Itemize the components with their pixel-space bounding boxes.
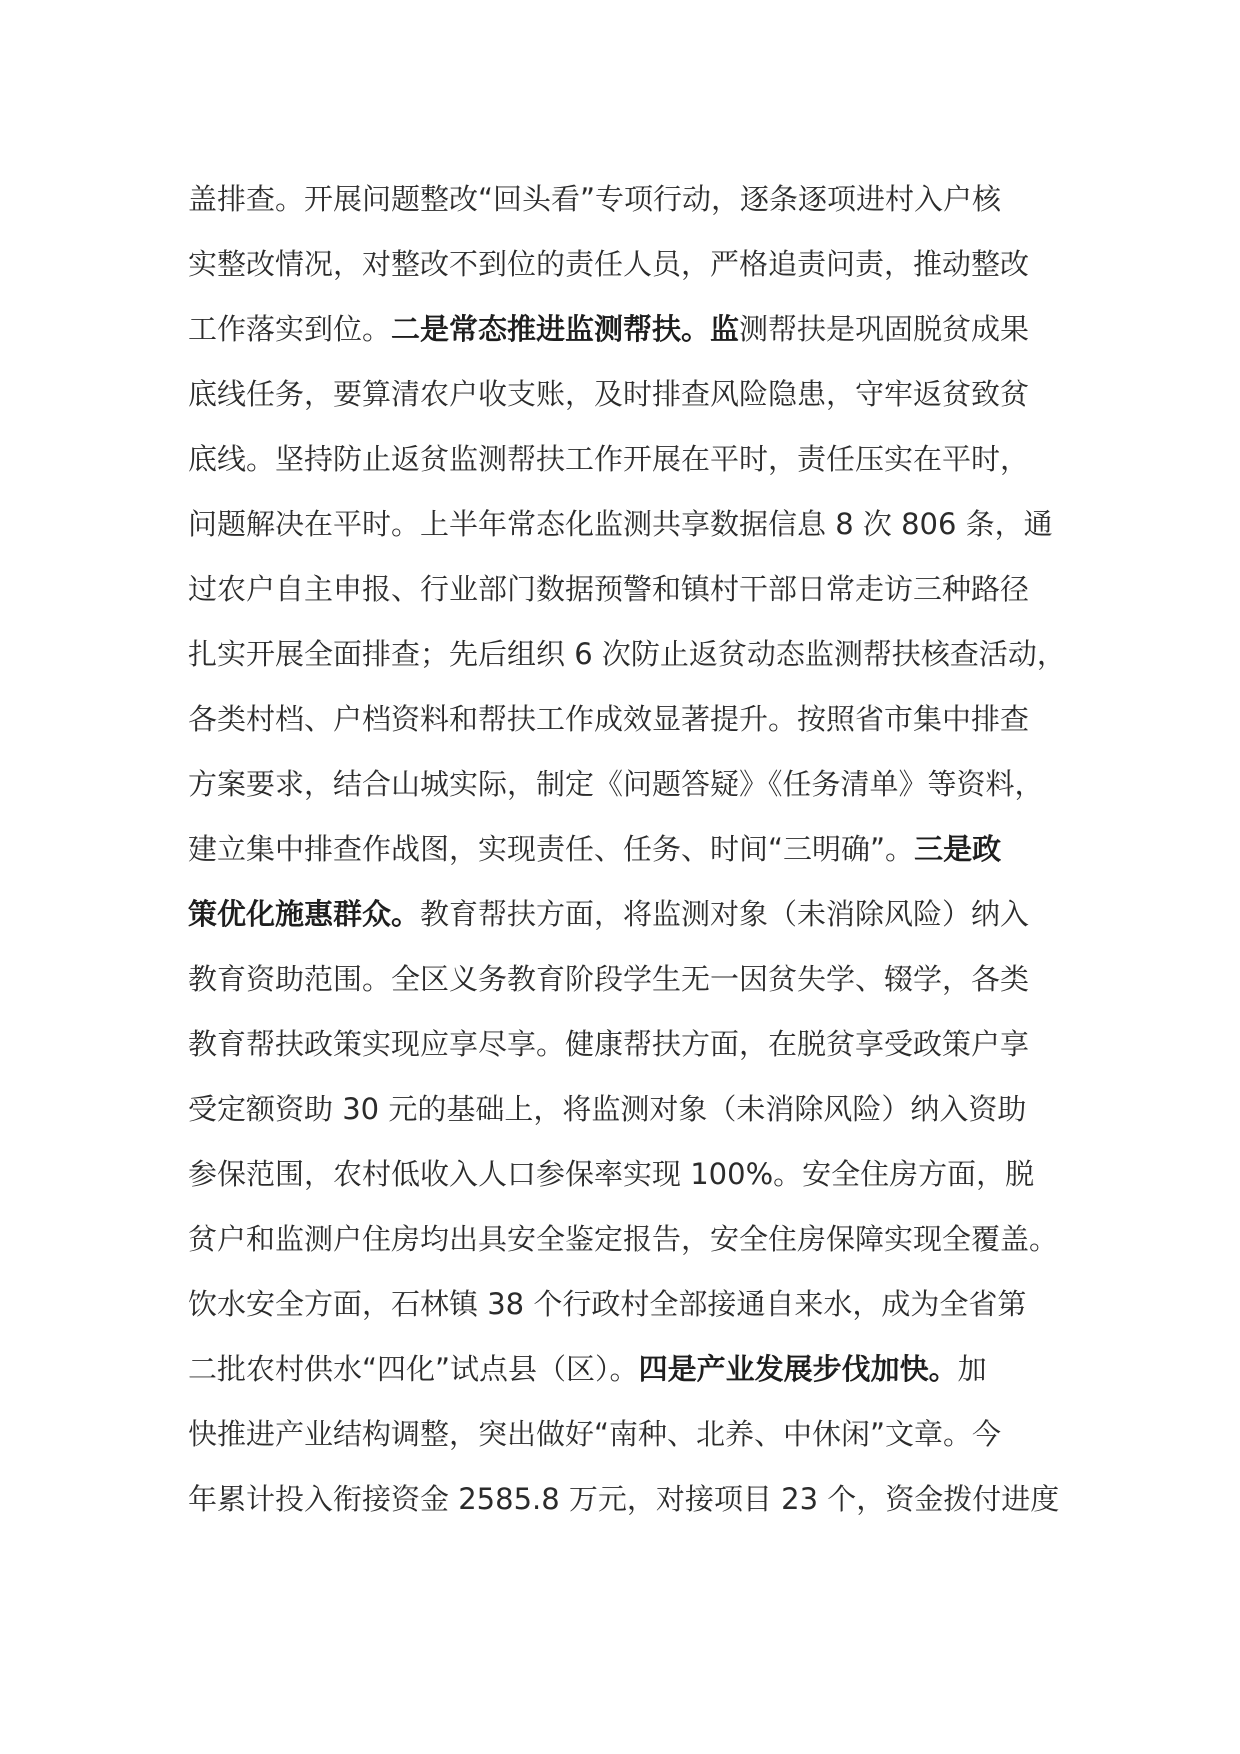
text-segment: 底线。坚持防止返贫监测帮扶工作开展在平时，责任压实在平时， bbox=[188, 442, 1030, 476]
text-segment: 受定额资助 30 元的基础上，将监测对象（未消除风险）纳入资助 bbox=[188, 1092, 1027, 1126]
text-segment: 参保范围，农村低收入人口参保率实现 100%。安全住房方面，脱 bbox=[188, 1157, 1035, 1191]
text-line bbox=[188, 1272, 1073, 1337]
text-segment: 各类村档、户档资料和帮扶工作成效显著提升。按照省市集中排查 bbox=[188, 702, 1030, 736]
text-segment: 加 bbox=[957, 1352, 987, 1386]
text-line bbox=[188, 167, 1073, 232]
text-line bbox=[188, 232, 1073, 297]
body-paragraph bbox=[188, 167, 1073, 1532]
bold-heading-segment: 四是产业发展步伐加快。 bbox=[638, 1352, 958, 1386]
text-line bbox=[188, 1142, 1073, 1207]
text-line bbox=[188, 297, 1073, 362]
text-segment: 贫户和监测户住房均出具安全鉴定报告，安全住房保障实现全覆盖。 bbox=[188, 1222, 1059, 1256]
text-line bbox=[188, 1077, 1073, 1142]
text-line bbox=[188, 427, 1073, 492]
text-segment: 教育帮扶政策实现应享尽享。健康帮扶方面，在脱贫享受政策户享 bbox=[188, 1027, 1030, 1061]
text-segment: 过农户自主申报、行业部门数据预警和镇村干部日常走访三种路径 bbox=[188, 572, 1030, 606]
text-line bbox=[188, 752, 1073, 817]
bold-heading-segment: 三是政 bbox=[914, 832, 1002, 866]
text-segment: 教育资助范围。全区义务教育阶段学生无一因贫失学、辍学，各类 bbox=[188, 962, 1030, 996]
text-segment: 底线任务，要算清农户收支账，及时排查风险隐患，守牢返贫致贫 bbox=[188, 377, 1030, 411]
text-line bbox=[188, 817, 1073, 882]
text-line bbox=[188, 557, 1073, 622]
text-segment: 建立集中排查作战图，实现责任、任务、时间“三明确”。 bbox=[188, 832, 915, 866]
text-segment: 方案要求，结合山城实际，制定《问题答疑》《任务清单》等资料， bbox=[188, 767, 1044, 801]
text-segment: 饮水安全方面，石林镇 38 个行政村全部接通自来水，成为全省第 bbox=[188, 1287, 1027, 1321]
text-segment: 年累计投入衔接资金 2585.8 万元，对接项目 23 个，资金拨付进度 bbox=[188, 1482, 1060, 1516]
text-line bbox=[188, 492, 1073, 557]
text-segment: 扎实开展全面排查；先后组织 6 次防止返贫动态监测帮扶核查活动， bbox=[188, 637, 1066, 671]
bold-heading-segment: 二是常态推进监测帮扶。监 bbox=[391, 312, 740, 346]
text-line bbox=[188, 882, 1073, 947]
text-line bbox=[188, 1012, 1073, 1077]
text-line bbox=[188, 362, 1073, 427]
text-line bbox=[188, 1467, 1073, 1532]
text-segment: 盖排查。开展问题整改“回头看”专项行动，逐条逐项进村入户核 bbox=[188, 182, 1002, 216]
text-line bbox=[188, 1402, 1073, 1467]
text-line bbox=[188, 947, 1073, 1012]
text-segment: 教育帮扶方面，将监测对象（未消除风险）纳入 bbox=[420, 897, 1030, 931]
text-line bbox=[188, 622, 1073, 687]
text-segment: 实整改情况，对整改不到位的责任人员，严格追责问责，推动整改 bbox=[188, 247, 1030, 281]
bold-heading-segment: 策优化施惠群众。 bbox=[188, 897, 421, 931]
text-line bbox=[188, 687, 1073, 752]
text-segment: 测帮扶是巩固脱贫成果 bbox=[739, 312, 1030, 346]
text-segment: 快推进产业结构调整，突出做好“南种、北养、中休闲”文章。今 bbox=[188, 1417, 1002, 1451]
text-line bbox=[188, 1337, 1073, 1402]
text-segment: 二批农村供水“四化”试点县（区）。 bbox=[188, 1352, 639, 1386]
text-segment: 问题解决在平时。上半年常态化监测共享数据信息 8 次 806 条，通 bbox=[188, 507, 1053, 541]
text-line bbox=[188, 1207, 1073, 1272]
text-segment: 工作落实到位。 bbox=[188, 312, 392, 346]
